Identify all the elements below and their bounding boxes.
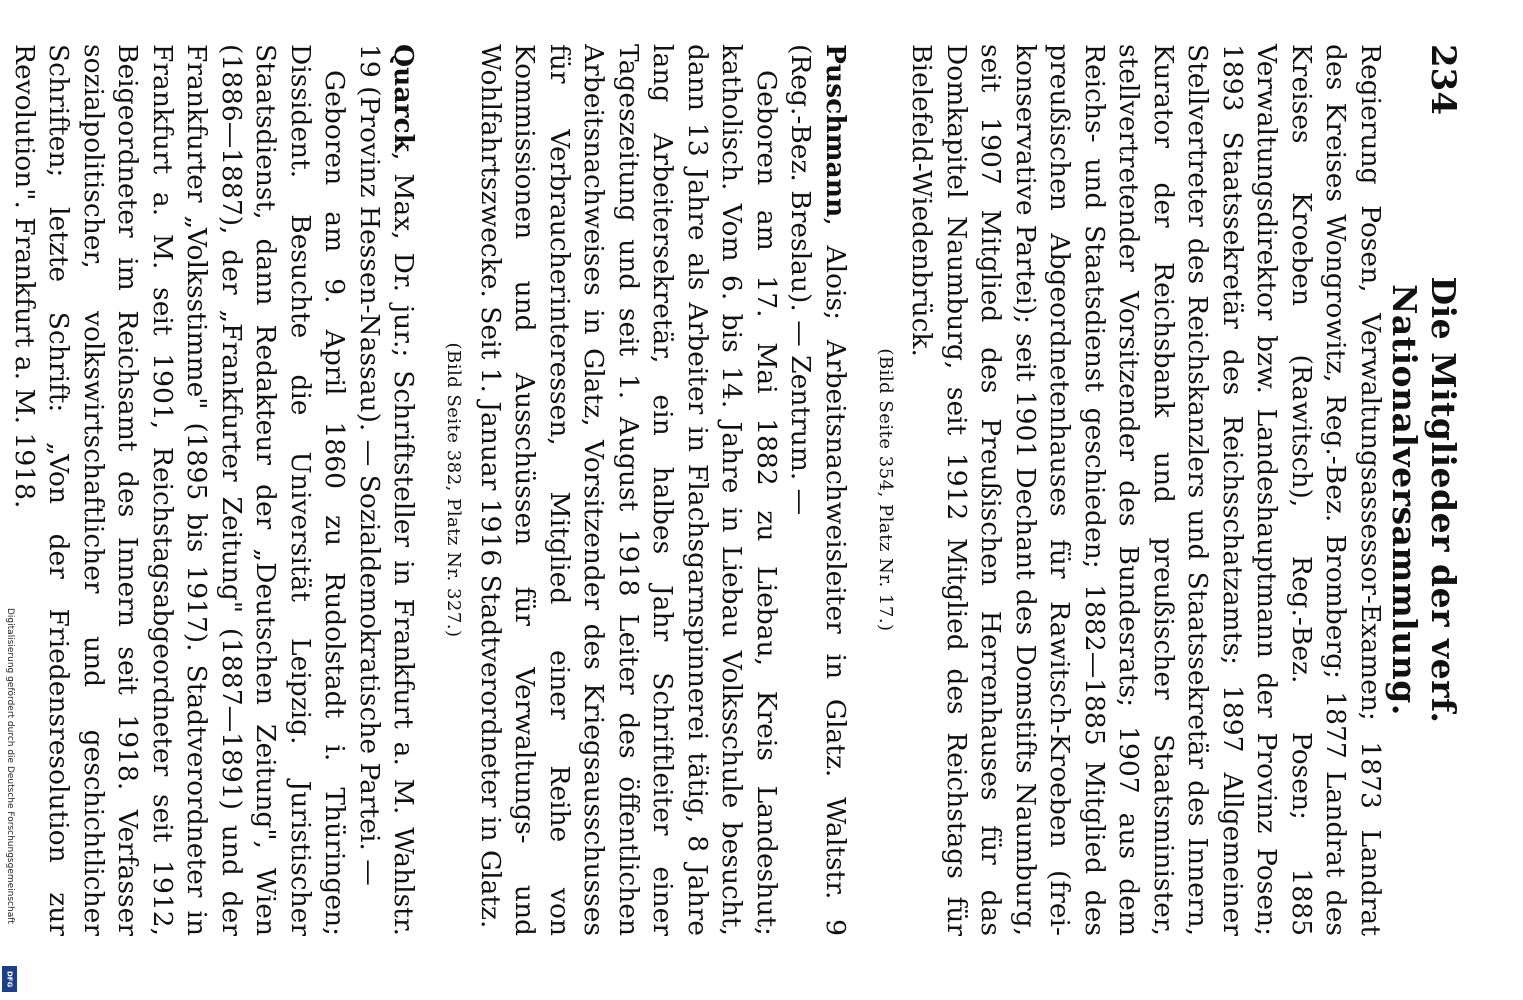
member-name: Puschmann (820, 44, 851, 218)
member-details: , Max, Dr. jur.; Schriftsteller in Frankfurt a. M. Wahlstr. 19 (Provinz Hessen-Nassau). — Sozialdemokratische Partei. — (354, 44, 420, 936)
entry-heading (783, 44, 852, 936)
entry-paragraph: Geboren am 9. April 1860 zu Rudolstadt i. Thüringen; Dissident. Besuchte die Universität Leipzig. Juristischer Staatsdienst, dann Redakteur der „Deutschen Zeitung", Wien (1886—1887), der „Frankfurter Zeitung" (1887—1891) und der Frankfurter „Volksstimme" (1895 bis 1917). Stadtverordneter in Frankfurt a. M. seit 1901, Reichstagsabgeordneter seit 1912, Beigeordneter im Reichsamt des Innern seit 1918. Verfasser sozialpolitischer, volkswirtschaftlicher und geschichtlicher Schriften; letzte Schrift: „Von der Friedensresolution zur Revolution". Frankfurt a. M. 1918. (9, 44, 351, 936)
entry-puschmann (443, 44, 853, 936)
member-name: Quarck (388, 44, 420, 152)
digitization-credit: Digitalisierung gefördert durch die Deutsche Forschungsgemeinschaft (5, 608, 15, 924)
entry-body (904, 44, 1387, 936)
entry-heading (352, 44, 421, 936)
page-number: 234 (1423, 44, 1463, 115)
entry-continuation (874, 44, 1387, 936)
image-reference: (Bild Seite 354, Platz Nr. 17.) (875, 348, 896, 632)
dfg-logo-icon: DFG (2, 966, 17, 992)
entry-quarck (0, 44, 421, 936)
entry-body (7, 44, 421, 936)
page-header (1385, 44, 1463, 936)
running-title: Die Mitglieder der verf. Nationalversammlung. (1385, 276, 1463, 724)
image-reference: (Bild Seite 382, Platz Nr. 327.) (443, 342, 465, 638)
member-details: , Alois; Arbeitsnachweisleiter in Glatz. Waltstr. 9 (Reg.-Bez. Breslau). — Zentrum. — (785, 44, 851, 936)
entry-paragraph: Regierung Posen, Verwaltungsassessor-Examen; 1873 Landrat des Kreises Wongrowitz, Reg.-Bez. Bromberg; 1877 Landrat des Kreises Kroeben (Rawitsch), Reg.-Bez. Posen; 1885 Verwaltungsdirektor bzw. Landeshauptmann der Provinz Posen; 1893 Staatssekretär des Reichsschatzamts; 1897 Allgemeiner Stellvertreter des Reichskanzlers und Staatssekretär des Innern, Kurator der Reichsbank und preußischer Staatsminister, stellvertretender Vorsitzender des Bundesrats; 1907 aus dem Reichs- und Staatsdienst geschieden; 1882—1885 Mitglied des preußischen Abgeordnetenhauses für Rawitsch-Kroeben (frei-konservative Partei); seit 1901 Dechant des Domstifts Naumburg, seit 1907 Mitglied des Preußischen Herrenhauses für das Domkapitel Naumburg, seit 1912 Mitglied des Reichstags für Bielefeld-Wiedenbrück. (906, 44, 1386, 936)
entry-paragraph: Geboren am 17. Mai 1882 zu Liebau, Kreis Landeshut; katholisch. Vom 6. bis 14. Jahre in Liebau Volksschule besucht, dann 13 Jahre als Arbeiter in Flachsgarnspinnerei tätig, 8 Jahre lang Arbeitersekretär, ein halbes Jahr Schriftleiter einer Tageszeitung und seit 1. August 1918 Leiter des öffentlichen Arbeitsnachweises in Glatz, Vorsitzender des Kriegsausschusses für Verbraucherinteressen, Mitglied einer Reihe von Kommissionen und Ausschüssen für Verwaltungs- und Wohlfahrtszwecke. Seit 1. Januar 1916 Stadtverordneter in Glatz. (475, 44, 782, 936)
entry-body (473, 44, 853, 936)
